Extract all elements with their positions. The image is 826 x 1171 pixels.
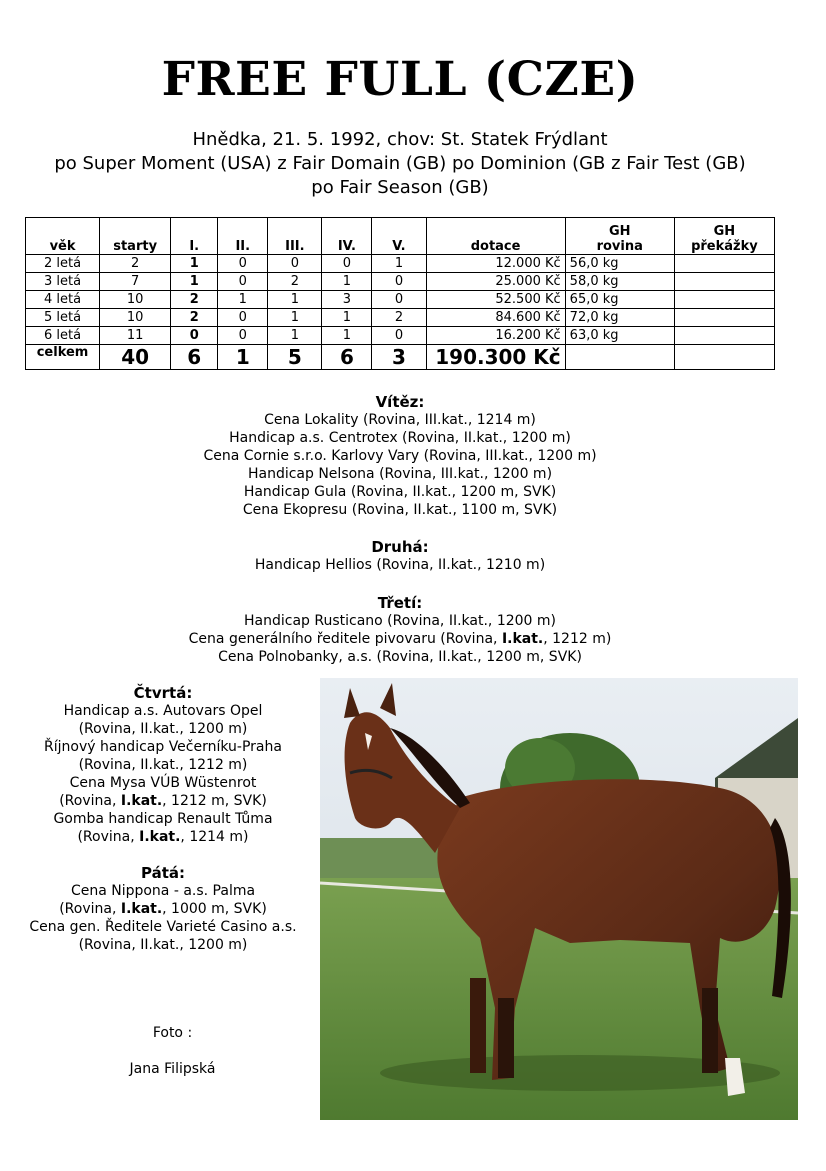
col-header-third: III.: [268, 218, 322, 255]
cell-fourth: 1: [322, 309, 372, 327]
cell-fourth: 3: [322, 291, 372, 309]
cell-second: 0: [218, 327, 268, 345]
cell-gh-jump: [674, 291, 774, 309]
pedigree-line-2: po Super Moment (USA) z Fair Domain (GB) po Dominion (GB z Fair Test (GB): [54, 153, 746, 174]
total-starts: 40: [100, 345, 171, 370]
cell-first: 2: [171, 309, 218, 327]
cell-age: 2 letá: [26, 255, 100, 273]
cell-gh-flat: 56,0 kg: [565, 255, 674, 273]
cell-starts: 10: [100, 309, 171, 327]
winner-section: [0, 393, 800, 519]
total-prize: 190.300 Kč: [426, 345, 565, 370]
fourth-line-1: Handicap a.s. Autovars Opel: [63, 703, 263, 719]
fourth-line-6: (Rovina, I.kat., 1212 m, SVK): [59, 793, 267, 809]
third-race-2: Cena generálního ředitele pivovaru (Rovina, I.kat., 1212 m): [188, 631, 612, 647]
third-race-1: Handicap Rusticano (Rovina, II.kat., 1200 m): [244, 613, 556, 629]
photo-credit-author: Jana Filipská: [129, 1061, 216, 1077]
cell-fourth: 0: [322, 255, 372, 273]
cell-starts: 2: [100, 255, 171, 273]
gh-flat-line-1: GH: [608, 224, 631, 239]
winner-race: Handicap Nelsona (Rovina, III.kat., 1200 m): [247, 466, 553, 482]
cell-gh-jump: [674, 273, 774, 291]
cell-age: 3 letá: [26, 273, 100, 291]
cell-third: 1: [268, 291, 322, 309]
winner-race: Cena Cornie s.r.o. Karlovy Vary (Rovina, III.kat., 1200 m): [203, 448, 597, 464]
second-race: Handicap Hellios (Rovina, II.kat., 1210 m): [254, 557, 546, 573]
cell-first: 1: [171, 273, 218, 291]
fourth-place-section: [18, 684, 308, 846]
second-heading: Druhá:: [371, 538, 429, 556]
fifth-line-4: (Rovina, II.kat., 1200 m): [78, 937, 248, 953]
second-place-section: [0, 538, 800, 574]
cell-gh-jump: [674, 255, 774, 273]
cell-fourth: 1: [322, 273, 372, 291]
fifth-line-2: (Rovina, I.kat., 1000 m, SVK): [59, 901, 267, 917]
pedigree-info: [0, 128, 800, 200]
table-row: [26, 273, 775, 291]
cell-second: 0: [218, 255, 268, 273]
photo-horse-leg-front-2: [470, 978, 486, 1073]
cell-fifth: 0: [372, 327, 426, 345]
fourth-line-5: Cena Mysa VÚB Wüstenrot: [69, 775, 257, 791]
total-gh-flat: [565, 345, 674, 370]
winner-race: Handicap a.s. Centrotex (Rovina, II.kat., 1200 m): [229, 430, 571, 446]
cell-second: 0: [218, 309, 268, 327]
winner-race: Cena Lokality (Rovina, III.kat., 1214 m): [264, 412, 536, 428]
cell-fourth: 1: [322, 327, 372, 345]
cell-first: 0: [171, 327, 218, 345]
total-gh-jump: [674, 345, 774, 370]
horse-name-title: FREE FULL (CZE): [161, 52, 639, 107]
gh-jump-line-1: GH: [713, 224, 736, 239]
cell-third: 1: [268, 309, 322, 327]
cell-gh-flat: 65,0 kg: [565, 291, 674, 309]
cell-prize: 16.200 Kč: [426, 327, 565, 345]
cell-starts: 11: [100, 327, 171, 345]
winner-race: Cena Ekopresu (Rovina, II.kat., 1100 m, SVK): [242, 502, 558, 518]
pedigree-line-1: Hnědka, 21. 5. 1992, chov: St. Statek Frýdlant: [192, 129, 608, 150]
table-row: [26, 291, 775, 309]
fifth-line-1: Cena Nippona - a.s. Palma: [70, 883, 256, 899]
cell-gh-flat: 72,0 kg: [565, 309, 674, 327]
gh-jump-line-2: překážky: [691, 239, 758, 254]
race-statistics-table: [25, 217, 775, 370]
fifth-place-section: [18, 864, 308, 954]
winner-race: Handicap Gula (Rovina, II.kat., 1200 m, SVK): [243, 484, 557, 500]
cell-prize: 25.000 Kč: [426, 273, 565, 291]
winner-heading: Vítěz:: [375, 393, 425, 411]
total-fourth: 6: [322, 345, 372, 370]
fourth-line-3: Říjnový handicap Večerníku-Praha: [44, 739, 282, 755]
table-header-row: [26, 218, 775, 255]
cell-prize: 84.600 Kč: [426, 309, 565, 327]
cell-second: 0: [218, 273, 268, 291]
cell-prize: 52.500 Kč: [426, 291, 565, 309]
pedigree-line-3: po Fair Season (GB): [311, 177, 489, 198]
total-fifth: 3: [372, 345, 426, 370]
cell-gh-jump: [674, 327, 774, 345]
cell-fifth: 0: [372, 291, 426, 309]
fourth-heading: Čtvrtá:: [133, 684, 193, 702]
col-header-second: II.: [218, 218, 268, 255]
cell-gh-jump: [674, 309, 774, 327]
cell-fifth: 0: [372, 273, 426, 291]
horse-photo: [320, 678, 798, 1120]
total-label: celkem: [26, 345, 100, 370]
total-third: 5: [268, 345, 322, 370]
col-header-gh-flat: [565, 218, 674, 255]
col-header-fourth: IV.: [322, 218, 372, 255]
fourth-line-8: (Rovina, I.kat., 1214 m): [77, 829, 249, 845]
cell-third: 1: [268, 327, 322, 345]
cell-second: 1: [218, 291, 268, 309]
fifth-line-3: Cena gen. Ředitele Varieté Casino a.s.: [29, 919, 297, 935]
col-header-age: věk: [26, 218, 100, 255]
total-second: 1: [218, 345, 268, 370]
fourth-line-4: (Rovina, II.kat., 1212 m): [78, 757, 248, 773]
cell-fifth: 2: [372, 309, 426, 327]
third-heading: Třetí:: [377, 594, 423, 612]
third-place-section: [0, 594, 800, 666]
cell-fifth: 1: [372, 255, 426, 273]
fifth-heading: Pátá:: [140, 864, 185, 882]
cell-starts: 10: [100, 291, 171, 309]
cell-first: 1: [171, 255, 218, 273]
table-row: [26, 327, 775, 345]
fourth-line-2: (Rovina, II.kat., 1200 m): [78, 721, 248, 737]
table-row: [26, 255, 775, 273]
gh-flat-line-2: rovina: [596, 239, 643, 254]
col-header-first: I.: [171, 218, 218, 255]
cell-first: 2: [171, 291, 218, 309]
fourth-line-7: Gomba handicap Renault Tůma: [53, 811, 273, 827]
photo-horse-leg-front: [498, 998, 514, 1078]
cell-third: 0: [268, 255, 322, 273]
table-row: [26, 309, 775, 327]
col-header-prize: dotace: [426, 218, 565, 255]
photo-credit-label: Foto :: [152, 1025, 193, 1041]
col-header-fifth: V.: [372, 218, 426, 255]
cell-third: 2: [268, 273, 322, 291]
cell-gh-flat: 63,0 kg: [565, 327, 674, 345]
table-total-row: [26, 345, 775, 370]
third-race-3: Cena Polnobanky, a.s. (Rovina, II.kat., 1200 m, SVK): [218, 649, 582, 665]
col-header-gh-jump: [674, 218, 774, 255]
cell-age: 6 letá: [26, 327, 100, 345]
cell-age: 5 letá: [26, 309, 100, 327]
col-header-starts: starty: [100, 218, 171, 255]
cell-prize: 12.000 Kč: [426, 255, 565, 273]
cell-gh-flat: 58,0 kg: [565, 273, 674, 291]
total-first: 6: [171, 345, 218, 370]
photo-horse-leg-hind: [702, 988, 718, 1073]
cell-starts: 7: [100, 273, 171, 291]
cell-age: 4 letá: [26, 291, 100, 309]
